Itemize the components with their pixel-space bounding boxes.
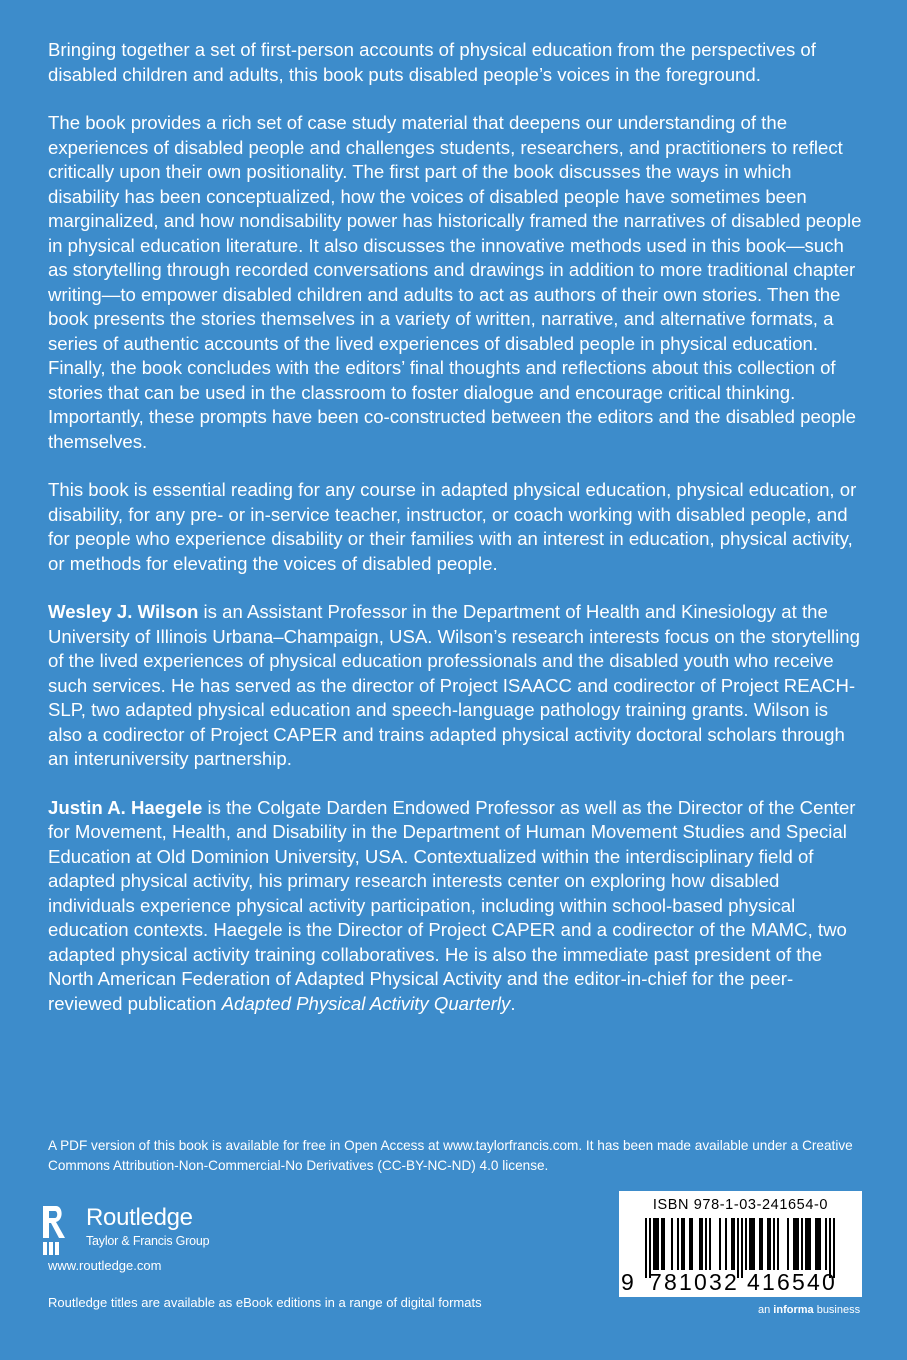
barcode-bar [701, 1218, 703, 1270]
barcode-bar [741, 1218, 743, 1278]
barcode-bar [705, 1218, 707, 1270]
barcode-bar [733, 1218, 735, 1270]
barcode-bar [681, 1218, 683, 1270]
publisher-group: Taylor & Francis Group [86, 1234, 210, 1248]
bio-haegele [48, 796, 863, 1017]
barcode-bar [769, 1218, 771, 1270]
barcode-bar [677, 1218, 679, 1270]
barcode-bar [805, 1218, 807, 1270]
barcode-bar [825, 1218, 827, 1270]
barcode-bar [671, 1218, 673, 1270]
barcode-bar [749, 1218, 751, 1270]
barcode-bar [683, 1218, 685, 1270]
barcode-bar [773, 1218, 775, 1270]
bio-end-haegele: . [510, 992, 516, 1014]
barcode-bar [725, 1218, 727, 1270]
barcode-bar [753, 1218, 755, 1270]
audience-paragraph: This book is essential reading for any course in adapted physical education, physical education, or disability, for any pre- or in-service teacher, instructor, or coach working with disabled people, and for people who experience disability or their families with an interest in education, physical activity, or methods for elevating the voices of disabled people. [48, 479, 857, 574]
informa-suffix: business [813, 1304, 861, 1316]
barcode-bar [745, 1218, 747, 1270]
barcode-bar [661, 1218, 663, 1270]
barcode-bar [793, 1218, 795, 1270]
barcode-bar [653, 1218, 655, 1270]
barcode-bar [691, 1218, 693, 1270]
barcode-bar [663, 1218, 665, 1270]
informa-business-tag [758, 1303, 860, 1317]
author-name-haegele: Justin A. Haegele [48, 796, 203, 818]
barcode-bar [787, 1218, 789, 1270]
bio-text-wilson: is an Assistant Professor in the Department of Health and Kinesiology at the University of Illinois Urbana–Champaign, USA. Wilson’s research interests focus on the storytelling of the lived experiences of physical education professionals and the disabled youth who receive such services. He has served as the director of Project ISAACC and codirector of Project REACH-SLP, two adapted physical education and speech-language pathology training grants. Wilson is also a codirector of Project CAPER and trains adapted physical activity doctoral scholars through an interuniversity partnership. [48, 601, 860, 769]
barcode-bar [795, 1218, 797, 1270]
barcode-bar [777, 1218, 779, 1270]
open-access-notice: A PDF version of this book is available for free in Open Access at www.taylorfrancis.com. It has been made available under a Creative Commons Attribution-Non-Commercial-No Derivatives (CC-BY-NC-ND) 4.0 license. [48, 1138, 853, 1173]
barcode-bar [655, 1218, 657, 1270]
barcode-bar [709, 1218, 711, 1270]
ebook-availability-note: Routledge titles are available as eBook editions in a range of digital formats [48, 1295, 482, 1310]
barcode-bar [767, 1218, 769, 1270]
isbn-barcode [619, 1191, 862, 1297]
barcode-bar [797, 1218, 799, 1270]
barcode-bar [731, 1218, 733, 1270]
intro-paragraph: Bringing together a set of first-person accounts of physical education from the perspectives of disabled children and adults, this book puts disabled people’s voices in the foreground. [48, 39, 816, 85]
barcode-bar [689, 1218, 691, 1270]
author-name-wilson: Wesley J. Wilson [48, 601, 199, 622]
barcode-bar [645, 1218, 647, 1278]
journal-title: Adapted Physical Activity Quarterly [221, 992, 511, 1014]
barcode-bar [809, 1218, 811, 1270]
publisher-name: Routledge [86, 1204, 193, 1231]
barcode-bar [657, 1218, 659, 1270]
barcode-bar [719, 1218, 721, 1270]
barcode-bar [807, 1218, 809, 1270]
barcode-bar [801, 1218, 803, 1270]
bio-text-haegele: is the Colgate Darden Endowed Professor as well as the Director of the Center for Movement, Health, and Disability in the Department of Human Movement Studies and Special Education at Old Dominion University, USA. Contextualized within the interdisciplinary field of adapted physical activity, his primary research interests center on exploring how disabled individuals experience physical activity participation, including within school-based physical education contexts. Haegele is the Director of Project CAPER and a codirector of the MAMC, two adapted physical activity training collaboratives. He is also the immediate past president of the North American Federation of Adapted Physical Activity and the editor-in-chief for the peer-reviewed publication [48, 796, 856, 1014]
barcode-bar [699, 1218, 701, 1270]
barcode-left-digits: 781032 [649, 1269, 739, 1295]
barcode-first-digit: 9 [621, 1269, 636, 1295]
barcode-bar [819, 1218, 821, 1270]
back-cover-text [48, 38, 863, 1040]
routledge-r-logo-icon [40, 1204, 66, 1256]
description-paragraph: The book provides a rich set of case study material that deepens our understanding of the experiences of disabled people and challenges students, researchers, and practitioners to reflect critically upon their own positionality. The first part of the book discusses the ways in which disability has been conceptualized, how the voices of disabled people have sometimes been marginalized, and how nondisability power has historically framed the narratives of disabled people in physical education literature. It also discusses the innovative methods used in this book—such as storytelling through recorded conversations and drawings in addition to more traditional chapter writing—to empower disabled children and adults to act as authors of their own stories. Then the book presents the stories themselves in a variety of written, narrative, and alternative formats, a series of authentic accounts of the lived experiences of disabled people in physical education. Finally, the book concludes with the editors’ final thoughts and reflections about this collection of stories that can be used in the classroom to foster dialogue and encourage critical thinking. Importantly, these prompts have been co-constructed between the editors and the disabled people themselves. [48, 112, 862, 452]
barcode-bar [761, 1218, 763, 1270]
isbn-label: ISBN 978-1-03-241654-0 [652, 1197, 829, 1213]
barcode-bar [817, 1218, 819, 1270]
informa-brand: informa [773, 1304, 814, 1316]
barcode-bar [815, 1218, 817, 1270]
bio-wilson [48, 600, 863, 772]
barcode-right-digits: 416540 [747, 1269, 837, 1295]
informa-prefix: an [758, 1304, 774, 1316]
barcode-bar [759, 1218, 761, 1270]
publisher-website: www.routledge.com [48, 1258, 162, 1273]
barcode-bar [751, 1218, 753, 1270]
